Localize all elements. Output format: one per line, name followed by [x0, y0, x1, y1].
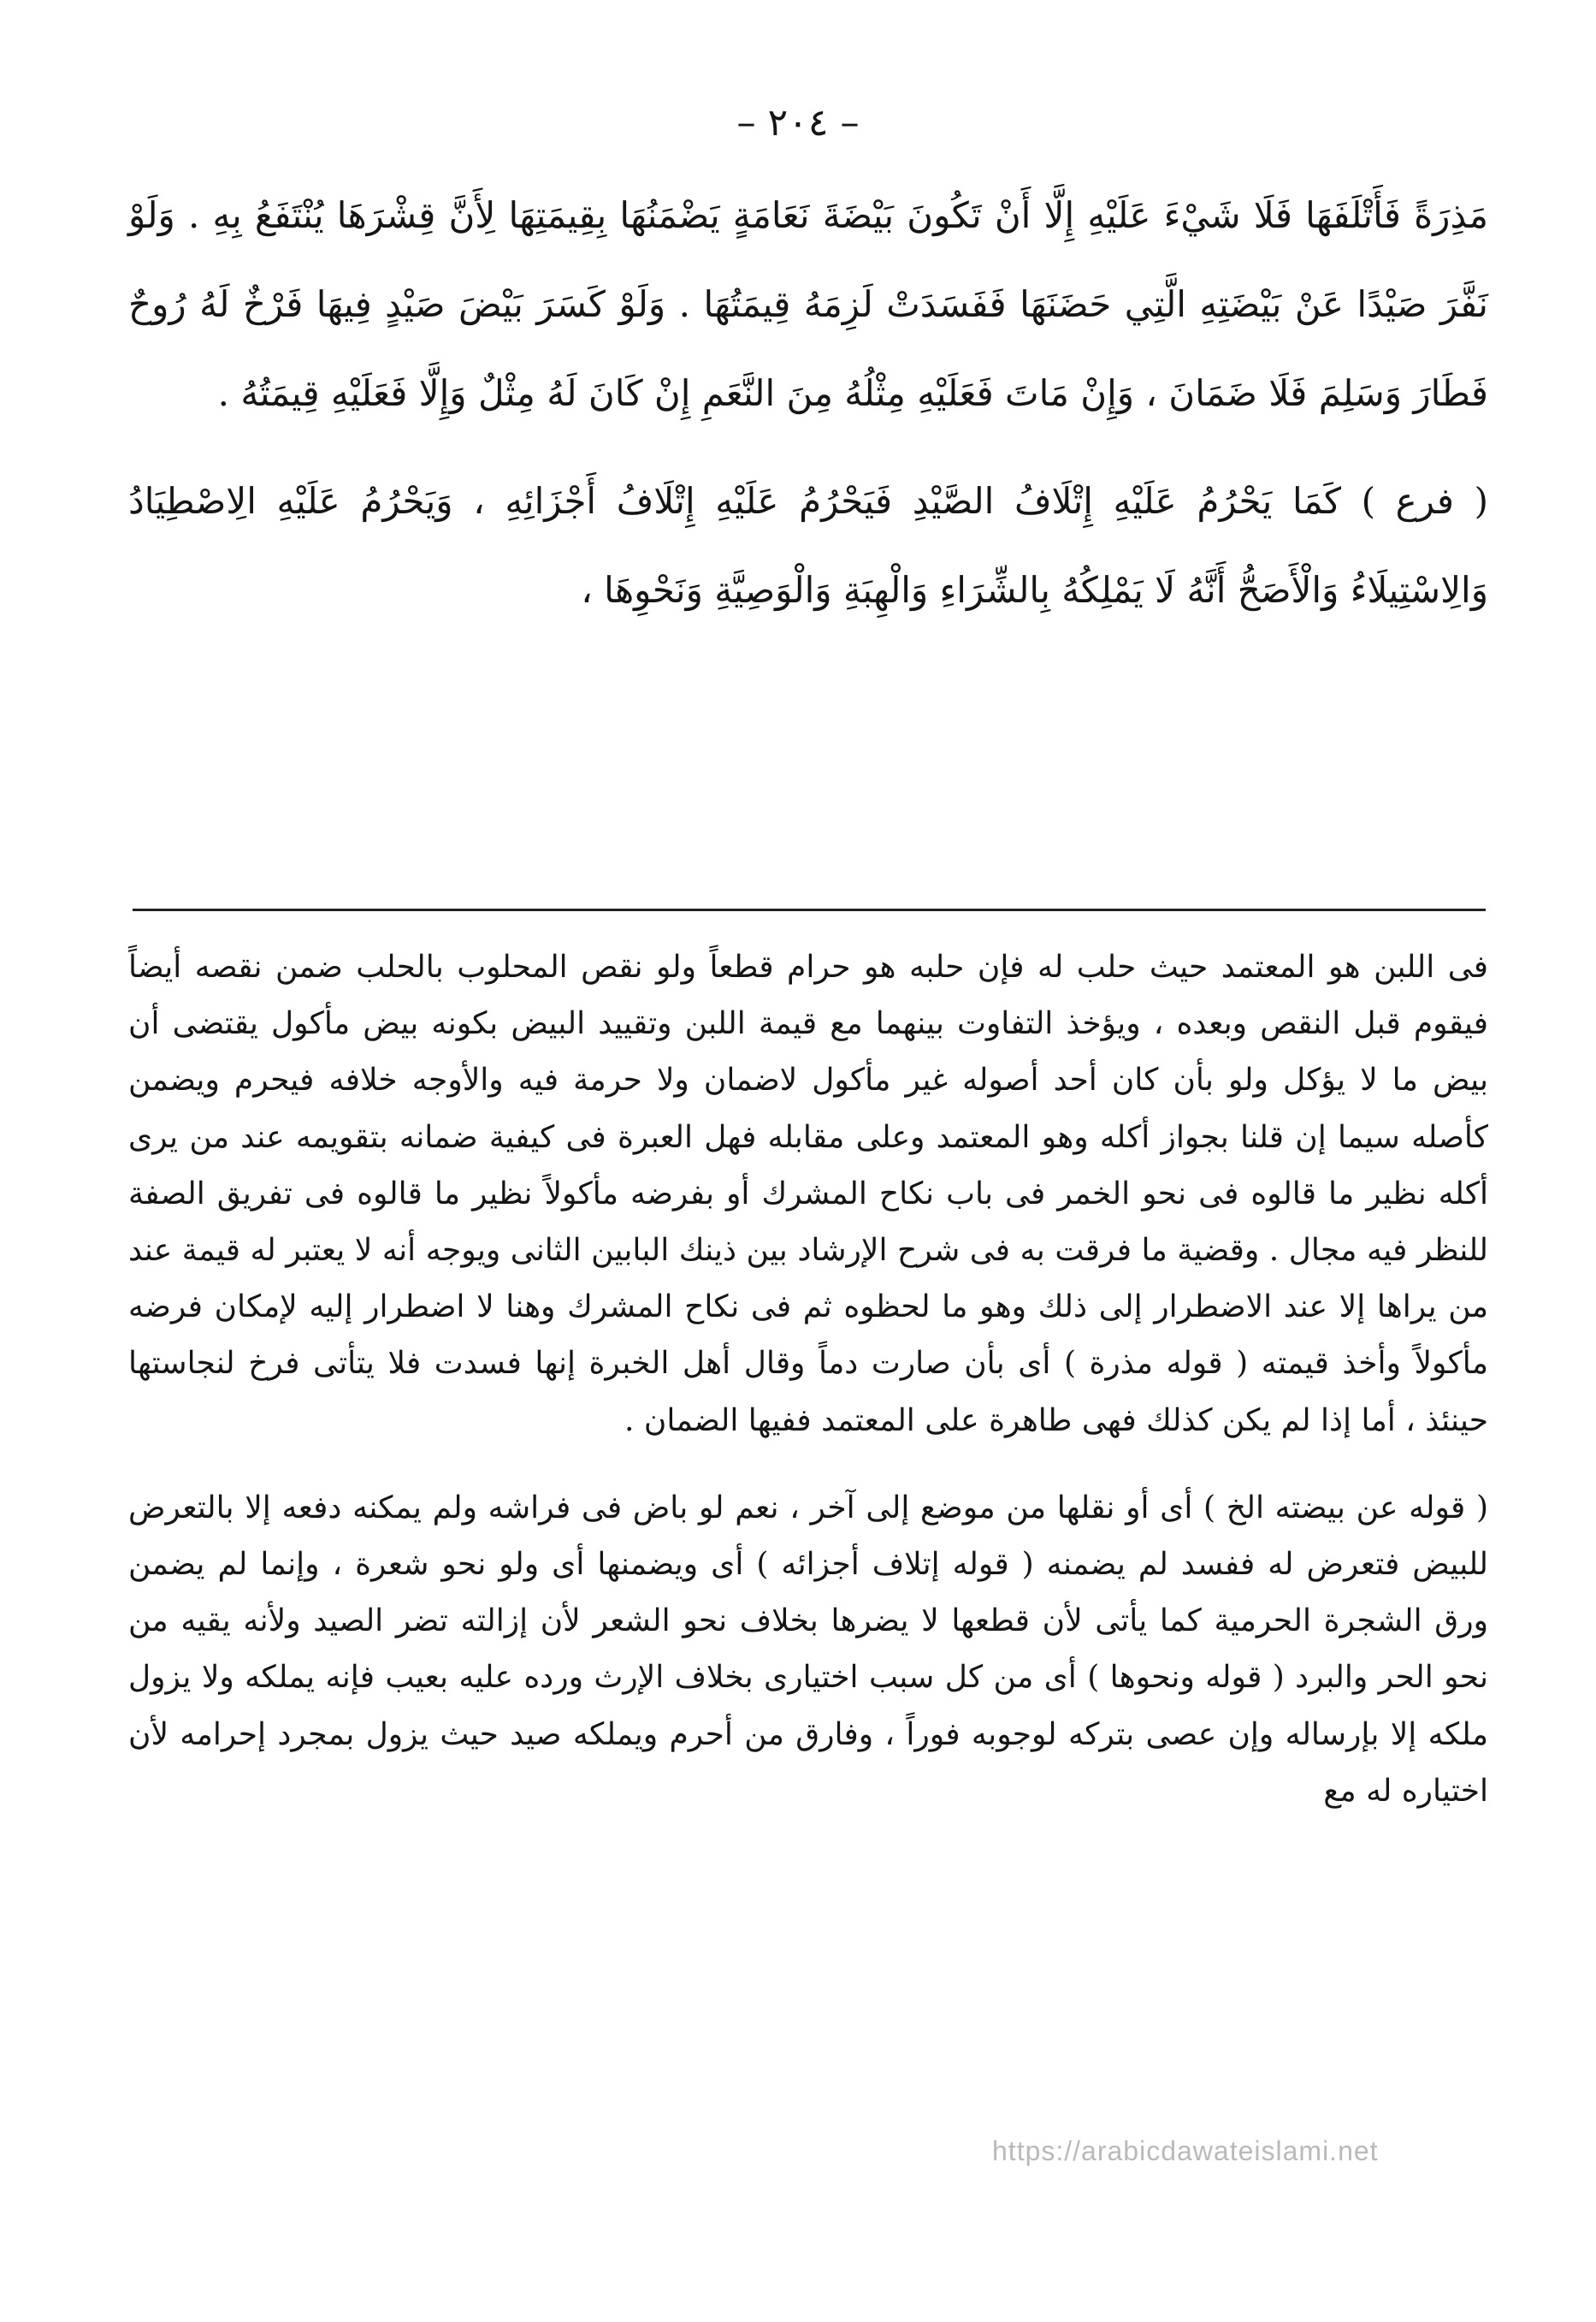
page-number: – ٢٠٤ – — [736, 101, 860, 145]
commentary-paragraph-1: فى اللبن هو المعتمد حيث حلب له فإن حلبه هو حرام قطعاً ولو نقص المحلوب بالحلب ضمن نقصه أيضاً فيقوم قبل النقص وبعده ، ويؤخذ التفاوت بينهما مع قيمة اللبن وتقييد البيض بكونه بيض مأكول يقتضى أن بيض ما لا يؤكل ولو بأن كان أحد أصوله غير مأكول لاضمان ولا حرمة فيه والأوجه خلافه فيحرم ويضمن كأصله سيما إن قلنا بجواز أكله وهو المعتمد وعلى مقابله فهل العبرة فى كيفية ضمانه بتقويمه عند من يرى أكله نظير ما قالوه فى نحو الخمر فى باب نكاح المشرك أو بفرضه مأكولاً نظير ما قالوه فى تفريق الصفة للنظر فيه مجال . وقضية ما فرقت به فى شرح الإرشاد بين ذينك البابين الثانى ويوجه أنه لا يعتبر له قيمة عند من يراها إلا عند الاضطرار إلى ذلك وهو ما لحظوه ثم فى نكاح المشرك وهنا لا اضطرار إليه لإمكان فرضه مأكولاً وأخذ قيمته ( قوله مذرة ) أى بأن صارت دماً وقال أهل الخبرة إنها فسدت فلا يتأتى فرخ لنجاستها حينئذ ، أما إذا لم يكن كذلك فهى طاهرة على المعتمد ففيها الضمان . — [128, 950, 1488, 1438]
main-paragraph-1: مَذِرَةً فَأَتْلَفَهَا فَلَا شَيْءَ عَلَيْهِ إِلَّا أَنْ تَكُونَ بَيْضَةَ نَعَامَةٍ يَضْمَنُهَا بِقِيمَتِهَا لِأَنَّ قِشْرَهَا يُنْتَفَعُ بِهِ . وَلَوْ نَفَّرَ صَيْدًا عَنْ بَيْضَتِهِ الَّتِي حَضَنَهَا فَفَسَدَتْ لَزِمَهُ قِيمَتُهَا . وَلَوْ كَسَرَ بَيْضَ صَيْدٍ فِيهَا فَرْخٌ لَهُ رُوحٌ فَطَارَ وَسَلِمَ فَلَا ضَمَانَ ، وَإِنْ مَاتَ فَعَلَيْهِ مِثْلُهُ مِنَ النَّعَمِ إِنْ كَانَ لَهُ مِثْلٌ وَإِلَّا فَعَلَيْهِ قِيمَتُهُ . — [128, 194, 1488, 414]
main-text-block — [128, 171, 1488, 635]
footnote-divider — [133, 909, 1486, 911]
main-paragraph-2: ( فرع ) كَمَا يَحْرُمُ عَلَيْهِ إِتْلَافُ الصَّيْدِ فَيَحْرُمُ عَلَيْهِ إِتْلَافُ أَجْزَائِهِ ، وَيَحْرُمُ عَلَيْهِ الِاصْطِيَادُ وَالِاسْتِيلَاءُ وَالْأَصَحُّ أَنَّهُ لَا يَمْلِكُهُ بِالشِّرَاءِ وَالْهِبَةِ وَالْوَصِيَّةِ وَنَحْوِهَا ، — [128, 480, 1488, 611]
commentary-block — [128, 939, 1488, 1820]
watermark-url: https://arabicdawateislami.net — [992, 2135, 1379, 2166]
commentary-paragraph-2: ( قوله عن بيضته الخ ) أى أو نقلها من موضع إلى آخر ، نعم لو باض فى فراشه ولم يمكنه دفعه إلا بالتعرض للبيض فتعرض له ففسد لم يضمنه ( قوله إتلاف أجزائه ) أى ويضمنها أى ولو نحو شعرة ، وإنما لم يضمن ورق الشجرة الحرمية كما يأتى لأن قطعها لا يضرها بخلاف نحو الشعر لأن إزالته تضر الصيد ولأنه يقيه من نحو الحر والبرد ( قوله ونحوها ) أى من كل سبب اختيارى بخلاف الإرث ورده عليه بعيب فإنه يملكه ولا يزول ملكه إلا بإرساله وإن عصى بتركه لوجوبه فوراً ، وفارق من أحرم ويملكه صيد حيث يزول بمجرد إحرامه لأن اختياره له مع — [128, 1490, 1488, 1809]
